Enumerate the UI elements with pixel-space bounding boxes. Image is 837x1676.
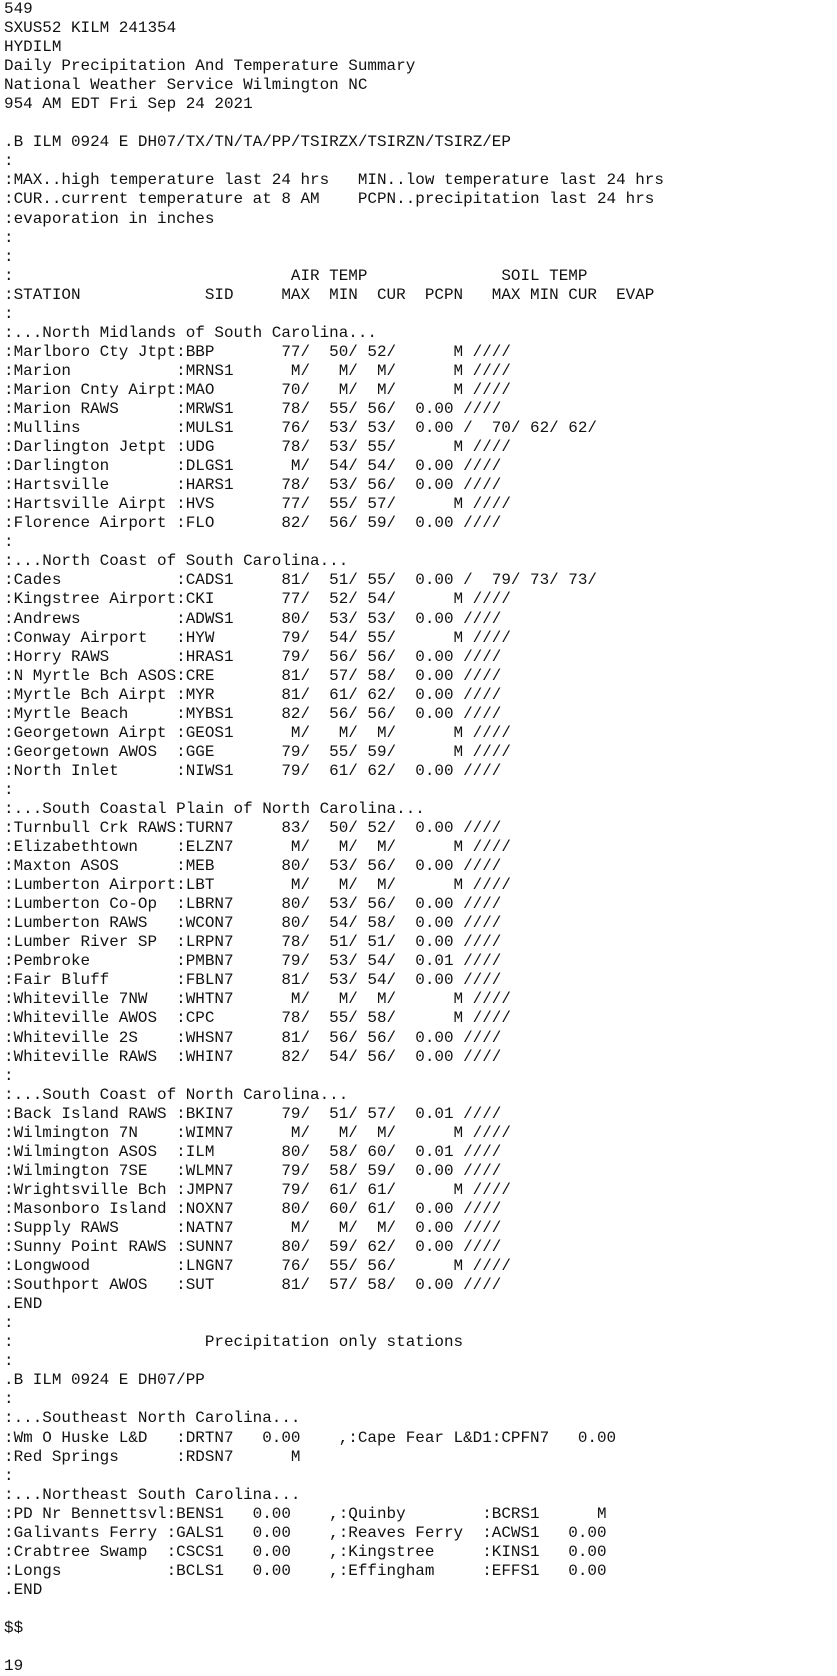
document-line bbox=[4, 1638, 664, 1657]
document-line: :PD Nr Bennettsvl:BENS1 0.00 ,:Quinby :BCRS1 M bbox=[4, 1504, 607, 1523]
document-line: :Wilmington 7N :WIMN7 M/ M/ M/ M //// bbox=[4, 1123, 511, 1142]
document-line: :CUR..current temperature at 8 AM PCPN..precipitation last 24 hrs bbox=[4, 190, 655, 209]
document-line: :Conway Airport :HYW 79/ 54/ 55/ M //// bbox=[4, 628, 511, 647]
document-line: : bbox=[4, 228, 14, 247]
document-line: :Kingstree Airport:CKI 77/ 52/ 54/ M //// bbox=[4, 590, 511, 609]
document-line bbox=[4, 1600, 664, 1619]
document-line: :...Northeast South Carolina... bbox=[4, 1485, 301, 1504]
document-line: :Marion :MRNS1 M/ M/ M/ M //// bbox=[4, 361, 511, 380]
document-line: :Lumber River SP :LRPN7 78/ 51/ 51/ 0.00 //// bbox=[4, 933, 502, 952]
document-line: :N Myrtle Bch ASOS:CRE 81/ 57/ 58/ 0.00 //// bbox=[4, 666, 502, 685]
document-line: : bbox=[4, 152, 14, 171]
document-line: :Horry RAWS :HRAS1 79/ 56/ 56/ 0.00 //// bbox=[4, 647, 502, 666]
document-line: :Longs :BCLS1 0.00 ,:Effingham :EFFS1 0.00 bbox=[4, 1561, 607, 1580]
document-line: :...North Coast of South Carolina... bbox=[4, 552, 349, 571]
document-line: :Lumberton Co-Op :LBRN7 80/ 53/ 56/ 0.00 //// bbox=[4, 895, 502, 914]
document-line: :North Inlet :NIWS1 79/ 61/ 62/ 0.00 //// bbox=[4, 761, 502, 780]
document-line bbox=[4, 114, 664, 133]
document-line: .B ILM 0924 E DH07/TX/TN/TA/PP/TSIRZX/TSIRZN/TSIRZ/EP bbox=[4, 133, 511, 152]
document-line: :Turnbull Crk RAWS:TURN7 83/ 50/ 52/ 0.00 //// bbox=[4, 819, 502, 838]
document-line: :Fair Bluff :FBLN7 81/ 53/ 54/ 0.00 //// bbox=[4, 971, 502, 990]
document-line: :Whiteville 2S :WHSN7 81/ 56/ 56/ 0.00 //// bbox=[4, 1028, 502, 1047]
document-line: :Lumberton Airport:LBT M/ M/ M/ M //// bbox=[4, 876, 511, 895]
document-line: 19 bbox=[4, 1657, 24, 1676]
document-line: :Supply RAWS :NATN7 M/ M/ M/ 0.00 //// bbox=[4, 1219, 502, 1237]
document-line: : bbox=[4, 780, 14, 799]
document-line: :Crabtree Swamp :CSCS1 0.00 ,:Kingstree :KINS1 0.00 bbox=[4, 1542, 607, 1561]
document-line: National Weather Service Wilmington NC bbox=[4, 76, 368, 95]
document-line: :STATION SID MAX MIN CUR PCPN MAX MIN CUR EVAP bbox=[4, 285, 655, 304]
document-line: :Wilmington 7SE :WLMN7 79/ 58/ 59/ 0.00 //// bbox=[4, 1161, 502, 1180]
document-line: :Wm O Huske L&D :DRTN7 0.00 ,:Cape Fear L&D1:CPFN7 0.00 bbox=[4, 1428, 617, 1447]
document-line: :Southport AWOS :SUT 81/ 57/ 58/ 0.00 //// bbox=[4, 1276, 502, 1295]
document-line: :evaporation in inches bbox=[4, 209, 215, 228]
document-line: :Lumberton RAWS :WCON7 80/ 54/ 58/ 0.00 //// bbox=[4, 914, 502, 933]
document-line: :Hartsville :HARS1 78/ 53/ 56/ 0.00 //// bbox=[4, 476, 502, 495]
document-line: : bbox=[4, 1066, 14, 1085]
document-line: : bbox=[4, 1352, 14, 1371]
document-line: : bbox=[4, 304, 14, 323]
document-line: :Georgetown Airpt :GEOS1 M/ M/ M/ M //// bbox=[4, 723, 511, 742]
document-line: :Georgetown AWOS :GGE 79/ 55/ 59/ M //// bbox=[4, 742, 511, 761]
document-line: SXUS52 KILM 241354 bbox=[4, 19, 177, 38]
document-line: :Sunny Point RAWS :SUNN7 80/ 59/ 62/ 0.00 //// bbox=[4, 1238, 502, 1257]
document-line: :Masonboro Island :NOXN7 80/ 60/ 61/ 0.00 //// bbox=[4, 1199, 502, 1218]
document-line: :Myrtle Beach :MYBS1 82/ 56/ 56/ 0.00 //// bbox=[4, 704, 502, 723]
document-line: :Hartsville Airpt :HVS 77/ 55/ 57/ M //// bbox=[4, 495, 511, 514]
document-line: :Wrightsville Bch :JMPN7 79/ 61/ 61/ M //// bbox=[4, 1180, 511, 1199]
document-line: :...South Coastal Plain of North Carolina... bbox=[4, 799, 425, 818]
document-line: :Maxton ASOS :MEB 80/ 53/ 56/ 0.00 //// bbox=[4, 857, 502, 876]
document-line: : bbox=[4, 533, 14, 552]
document-line: :MAX..high temperature last 24 hrs MIN..low temperature last 24 hrs bbox=[4, 171, 664, 190]
document-line: : bbox=[4, 1466, 14, 1485]
document-line: :Myrtle Bch Airpt :MYR 81/ 61/ 62/ 0.00 //// bbox=[4, 685, 502, 704]
document-line: : bbox=[4, 1314, 14, 1333]
document-line: .END bbox=[4, 1580, 43, 1599]
document-line: :...South Coast of North Carolina... bbox=[4, 1085, 349, 1104]
document-line: : AIR TEMP SOIL TEMP bbox=[4, 266, 588, 285]
document-line: :Elizabethtown :ELZN7 M/ M/ M/ M //// bbox=[4, 838, 511, 857]
document-line: : Precipitation only stations bbox=[4, 1333, 464, 1352]
weather-summary-document bbox=[4, 0, 664, 1676]
document-line: :Whiteville 7NW :WHTN7 M/ M/ M/ M //// bbox=[4, 990, 511, 1009]
document-line: :Galivants Ferry :GALS1 0.00 ,:Reaves Ferry :ACWS1 0.00 bbox=[4, 1523, 607, 1542]
document-line: :Longwood :LNGN7 76/ 55/ 56/ M //// bbox=[4, 1257, 511, 1276]
document-line: : bbox=[4, 247, 14, 266]
document-line: :Wilmington ASOS :ILM 80/ 58/ 60/ 0.01 //// bbox=[4, 1142, 502, 1161]
document-line: :Pembroke :PMBN7 79/ 53/ 54/ 0.01 //// bbox=[4, 952, 502, 971]
document-line: :...Southeast North Carolina... bbox=[4, 1409, 301, 1428]
document-line: :Andrews :ADWS1 80/ 53/ 53/ 0.00 //// bbox=[4, 609, 502, 628]
document-line: 954 AM EDT Fri Sep 24 2021 bbox=[4, 95, 253, 114]
document-line: 549 bbox=[4, 0, 33, 18]
document-line: : bbox=[4, 1390, 14, 1409]
document-line: .END bbox=[4, 1295, 43, 1314]
document-line: HYDILM bbox=[4, 38, 62, 57]
document-line: $$ bbox=[4, 1618, 24, 1637]
document-line: :...North Midlands of South Carolina... bbox=[4, 323, 377, 342]
document-line: :Marion RAWS :MRWS1 78/ 55/ 56/ 0.00 //// bbox=[4, 399, 502, 418]
document-line: .B ILM 0924 E DH07/PP bbox=[4, 1371, 205, 1390]
document-line: :Marlboro Cty Jtpt:BBP 77/ 50/ 52/ M //// bbox=[4, 342, 511, 361]
document-line: :Whiteville AWOS :CPC 78/ 55/ 58/ M //// bbox=[4, 1009, 511, 1028]
document-line: :Cades :CADS1 81/ 51/ 55/ 0.00 / 79/ 73/ 73/ bbox=[4, 571, 597, 590]
document-line: :Darlington Jetpt :UDG 78/ 53/ 55/ M //// bbox=[4, 438, 511, 457]
document-line: :Back Island RAWS :BKIN7 79/ 51/ 57/ 0.01 //// bbox=[4, 1104, 502, 1123]
document-line: :Whiteville RAWS :WHIN7 82/ 54/ 56/ 0.00 //// bbox=[4, 1047, 502, 1066]
document-line: :Mullins :MULS1 76/ 53/ 53/ 0.00 / 70/ 62/ 62/ bbox=[4, 419, 597, 438]
document-line: :Florence Airport :FLO 82/ 56/ 59/ 0.00 //// bbox=[4, 514, 502, 533]
document-line: :Marion Cnty Airpt:MAO 70/ M/ M/ M //// bbox=[4, 380, 511, 399]
document-line: Daily Precipitation And Temperature Summary bbox=[4, 57, 416, 76]
document-line: :Darlington :DLGS1 M/ 54/ 54/ 0.00 //// bbox=[4, 457, 502, 476]
document-line: :Red Springs :RDSN7 M bbox=[4, 1447, 301, 1466]
